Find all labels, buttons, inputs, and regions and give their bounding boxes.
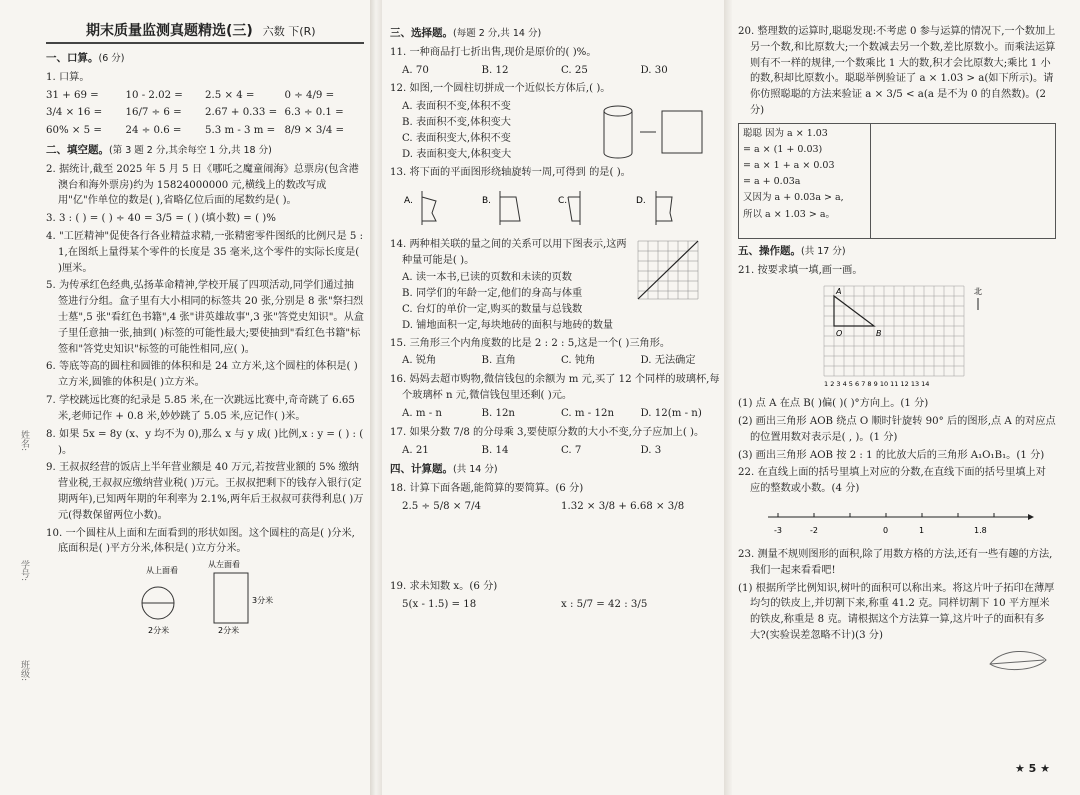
- svg-text:C.: C.: [558, 195, 568, 206]
- fig-label-w1: 2分米: [148, 626, 170, 636]
- section-title: 四、计算题。(共 14 分): [390, 463, 498, 476]
- column-left: [46, 22, 364, 645]
- q12-block: [390, 99, 720, 163]
- arrow-icon: [1028, 514, 1034, 520]
- question: 8. 如果 5x = 8y (x、y 均不为 0),那么 x 与 y 成( )比例,x : y = ( ) : ( )。: [46, 428, 364, 456]
- left-view-rect: [214, 573, 248, 623]
- options: A. 表面积不变,体积不变 B. 表面积不变,体积变大 C. 表面积变大,体积不变 D. 表面积变大,体积变大: [402, 101, 512, 160]
- svg-text:O: O: [836, 329, 843, 339]
- svg-text:B.: B.: [482, 195, 492, 206]
- svg-text:1 2 3 4 5 6 7 8 9 10 11 12 13: 1 2 3 4 5 6 7 8 9 10 11 12 13 14: [824, 380, 930, 389]
- options: A. 70 B. 12 C. 25 D. 30: [402, 64, 668, 76]
- page-number: ★ 5 ★: [1014, 761, 1050, 775]
- question: 1. 口算。: [46, 71, 90, 83]
- id-label: 学号:: [18, 560, 29, 582]
- options: A. 21 B. 14 C. 7 D. 3: [402, 444, 662, 456]
- svg-text:1.8: 1.8: [974, 526, 987, 536]
- section-title: 三、选择题。(每题 2 分,共 14 分): [390, 27, 542, 39]
- question: 9. 王叔叔经营的饭店上半年营业额是 40 万元,若按营业额的 5% 缴纳营业税,王叔叔应缴纳营业税( )万元。王叔叔把剩下的钱存入银行(定期两年),已知两年期的年利率为 2.1%,两年后王叔叔可获得利息( )万元(得数保留两位小数)。: [46, 462, 364, 521]
- calc-row: 5(x - 1.5) = 18 x : 5/7 = 42 : 3/5: [402, 598, 648, 610]
- question: (2) 画出三角形 AOB 绕点 O 顺时针旋转 90° 后的图形,点 A 的对应点的位置用数对表示是( , )。(1 分): [738, 416, 1056, 443]
- cylinder-cut-figure: [590, 99, 710, 163]
- question: 18. 计算下面各题,能简算的要简算。(6 分): [390, 483, 584, 495]
- question: 17. 如果分数 7/8 的分母乘 3,要使原分数的大小不变,分子应加上( )。: [390, 426, 705, 438]
- question: (3) 画出三角形 AOB 按 2 : 1 的比放大后的三角形 A₁O₁B₁。(1 分): [738, 449, 1045, 461]
- exam-subtitle: 六数 下(R): [262, 25, 316, 39]
- svg-text:D.: D.: [636, 195, 646, 206]
- column-right: [738, 22, 1056, 678]
- page-fold: [370, 0, 382, 795]
- page-fold: [724, 0, 732, 795]
- name-label: 姓名:: [18, 430, 29, 452]
- calc-row: 2.5 ÷ 5/8 × 7/4 1.32 × 3/8 + 6.68 × 3/8: [402, 500, 685, 512]
- proof-box: [738, 123, 1056, 239]
- fig-label-top: 从上面看: [146, 566, 178, 576]
- rotation-shapes-figure: [390, 183, 710, 229]
- question: 19. 求未知数 x。(6 分): [390, 580, 498, 592]
- grid-lines: [824, 286, 964, 376]
- fig-label-w2: 2分米: [218, 626, 240, 636]
- question: 7. 学校跳远比赛的纪录是 5.85 米,在一次跳远比赛中,奇奇跳了 6.65 米,老师记作 + 0.8 米,妙妙跳了 5.05 米,应记作( )米。: [46, 395, 355, 422]
- question: 16. 妈妈去超市购物,微信钱包的余额为 m 元,买了 12 个同样的玻璃杯,每个玻璃杯 n 元,微信钱包里还剩( )元。: [390, 374, 720, 402]
- section-title: 五、操作题。(共 17 分): [738, 244, 846, 257]
- svg-text:-3: -3: [774, 526, 782, 536]
- cylinder-views-figure: [106, 559, 306, 639]
- calc-row: 60% × 5 = 24 ÷ 0.6 = 5.3 m - 3 m = 8/9 × 3/4 =: [46, 125, 345, 137]
- options: A. 锐角 B. 直角 C. 钝角 D. 无法确定: [402, 355, 696, 367]
- question: (1) 点 A 在点 B( )偏( )( )°方向上。(1 分): [738, 398, 929, 410]
- question: 22. 在直线上面的括号里填上对应的分数,在直线下面的括号里填上对应的整数或小数。(4 分): [738, 467, 1046, 495]
- question: 20. 整理数的运算时,聪聪发现:不考虑 0 参与运算的情况下,一个数加上另一个数,和比原数大;一个数减去另一个数,差比原数小。而乘法运算则有不一样的规律,一个数乘比 1 大的数,积才会比原数大;乘比 1 小的数,积却比原数小。聪聪举例验证了 a × 1.03 > a(如下所示)。请你仿照聪聪的方法来验证 a × 3/5 < a(a 是不为 0 的自然数)。(2 分): [738, 26, 1056, 117]
- answer-area[interactable]: [871, 124, 1055, 238]
- number-line-figure: [738, 499, 1056, 539]
- question: 13. 将下面的平面图形绕轴旋转一周,可得到 的是( )。: [390, 167, 631, 179]
- svg-text:0: 0: [883, 526, 889, 536]
- question: 21. 按要求填一填,画一画。: [738, 264, 863, 276]
- question: 15. 三角形三个内角度数的比是 2 : 2 : 5,这是一个( )三角形。: [390, 337, 671, 349]
- class-label: 班级:: [18, 660, 29, 682]
- column-middle: [390, 22, 720, 614]
- question: 4. "工匠精神"促使各行各业精益求精,一张精密零件图纸的比例尺是 5 : 1,在图纸上量得某个零件的长度是 35 毫米,这个零件的实际长度是( )厘米。: [46, 230, 364, 274]
- question: (1) 根据所学比例知识,树叶的面积可以称出来。将这片叶子拓印在薄厚均匀的铁皮上,并切割下来,称重 41.2 克。同样切割下 10 平方厘米的铁皮,称重是 8 克。请根据这个方法算一算,这片叶子的面积有多大?(实验误差忽略不计)(3 分): [738, 582, 1055, 641]
- example-proof: 聪聪 因为 a × 1.03 = a × (1 + 0.03) = a × 1 + a × 0.03 = a + 0.03a 又因为 a + 0.03a > a, 所以 a × 1.03 > a。: [739, 124, 871, 238]
- question: 10. 一个圆柱从上面和左面看到的形状如图。这个圆柱的高是( )分米,底面积是( )平方分米,体积是( )立方分米。: [46, 527, 355, 555]
- options: A. m - n B. 12n C. m - 12n D. 12(m - n): [402, 407, 702, 419]
- exam-header: [46, 22, 364, 44]
- question: 2. 据统计,截至 2025 年 5 月 5 日《哪吒之魔童闹海》总票房(包含港澳台和海外票房)约为 15824000000 元,横线上的数改写成用"亿"作单位的数是( ),省略亿位后面的尾数约是( )。: [46, 163, 359, 207]
- calc-row: 31 + 69 = 10 - 2.02 = 2.5 × 4 = 0 ÷ 4/9 =: [46, 89, 335, 101]
- north-label: 北: [974, 287, 982, 297]
- calc-row: 3/4 × 16 = 16/7 ÷ 6 = 2.67 + 0.33 = 6.3 ÷ 0.1 =: [46, 107, 344, 119]
- leaf-icon: [988, 646, 1048, 672]
- svg-text:A.: A.: [404, 195, 413, 206]
- question: 11. 一种商品打七折出售,现价是原价的( )%。: [390, 46, 597, 58]
- q14-text: 14. 两种相关联的量之间的关系可以用下图表示,这两种量可能是( )。 A. 读一本书,已读的页数和未读的页数 B. 同学们的年龄一定,他们的身高与体重 C. 台灯的单价一定,购买的数量与总钱数 D. 铺地面积一定,每块地砖的面积与地砖的数量: [390, 238, 627, 331]
- section-title: 二、填空题。(第 3 题 2 分,其余每空 1 分,共 18 分): [46, 143, 272, 156]
- question: 6. 等底等高的圆柱和圆锥的体积和是 24 立方米,这个圆柱的体积是( )立方米,圆锥的体积是( )立方米。: [46, 361, 358, 389]
- cuboid-shape: [662, 111, 702, 153]
- fig-label-left: 从左面看: [208, 560, 240, 570]
- question: 23. 测量不规则图形的面积,除了用数方格的方法,还有一些有趣的方法,我们一起来看看吧!: [738, 548, 1053, 576]
- question: 3. 3 : ( ) = ( ) ÷ 40 = 3/5 = ( ) (填小数) = ( )%: [46, 213, 276, 225]
- question: 5. 为传承红色经典,弘扬革命精神,学校开展了四项活动,同学们通过抽签进行分组。盒子里有大小相同的标签共 20 张,分别是 8 张"祭扫烈士墓",5 张"看红色书籍",4 张"讲英雄故事",3 张"答党史知识"。从盒子里任意抽一张,抽到( )标签的可能性最大;要使抽到"看红色书籍"标签和"答党史知识"标签的可能性相同,应( )。: [46, 280, 364, 355]
- q14-block: [390, 235, 720, 334]
- fig-label-h: 3分米: [252, 596, 274, 606]
- coordinate-grid-figure: [738, 280, 1056, 388]
- question: 12. 如图,一个圆柱切拼成一个近似长方体后,( )。: [390, 83, 611, 95]
- svg-text:B: B: [876, 329, 882, 339]
- section-title: 一、口算。(6 分): [46, 52, 125, 64]
- exam-title: 期末质量监测真题精选(三): [86, 23, 253, 40]
- svg-text:A: A: [836, 287, 842, 297]
- direct-proportion-graph: [630, 235, 710, 305]
- svg-text:-2: -2: [810, 526, 818, 536]
- svg-text:1: 1: [919, 526, 925, 536]
